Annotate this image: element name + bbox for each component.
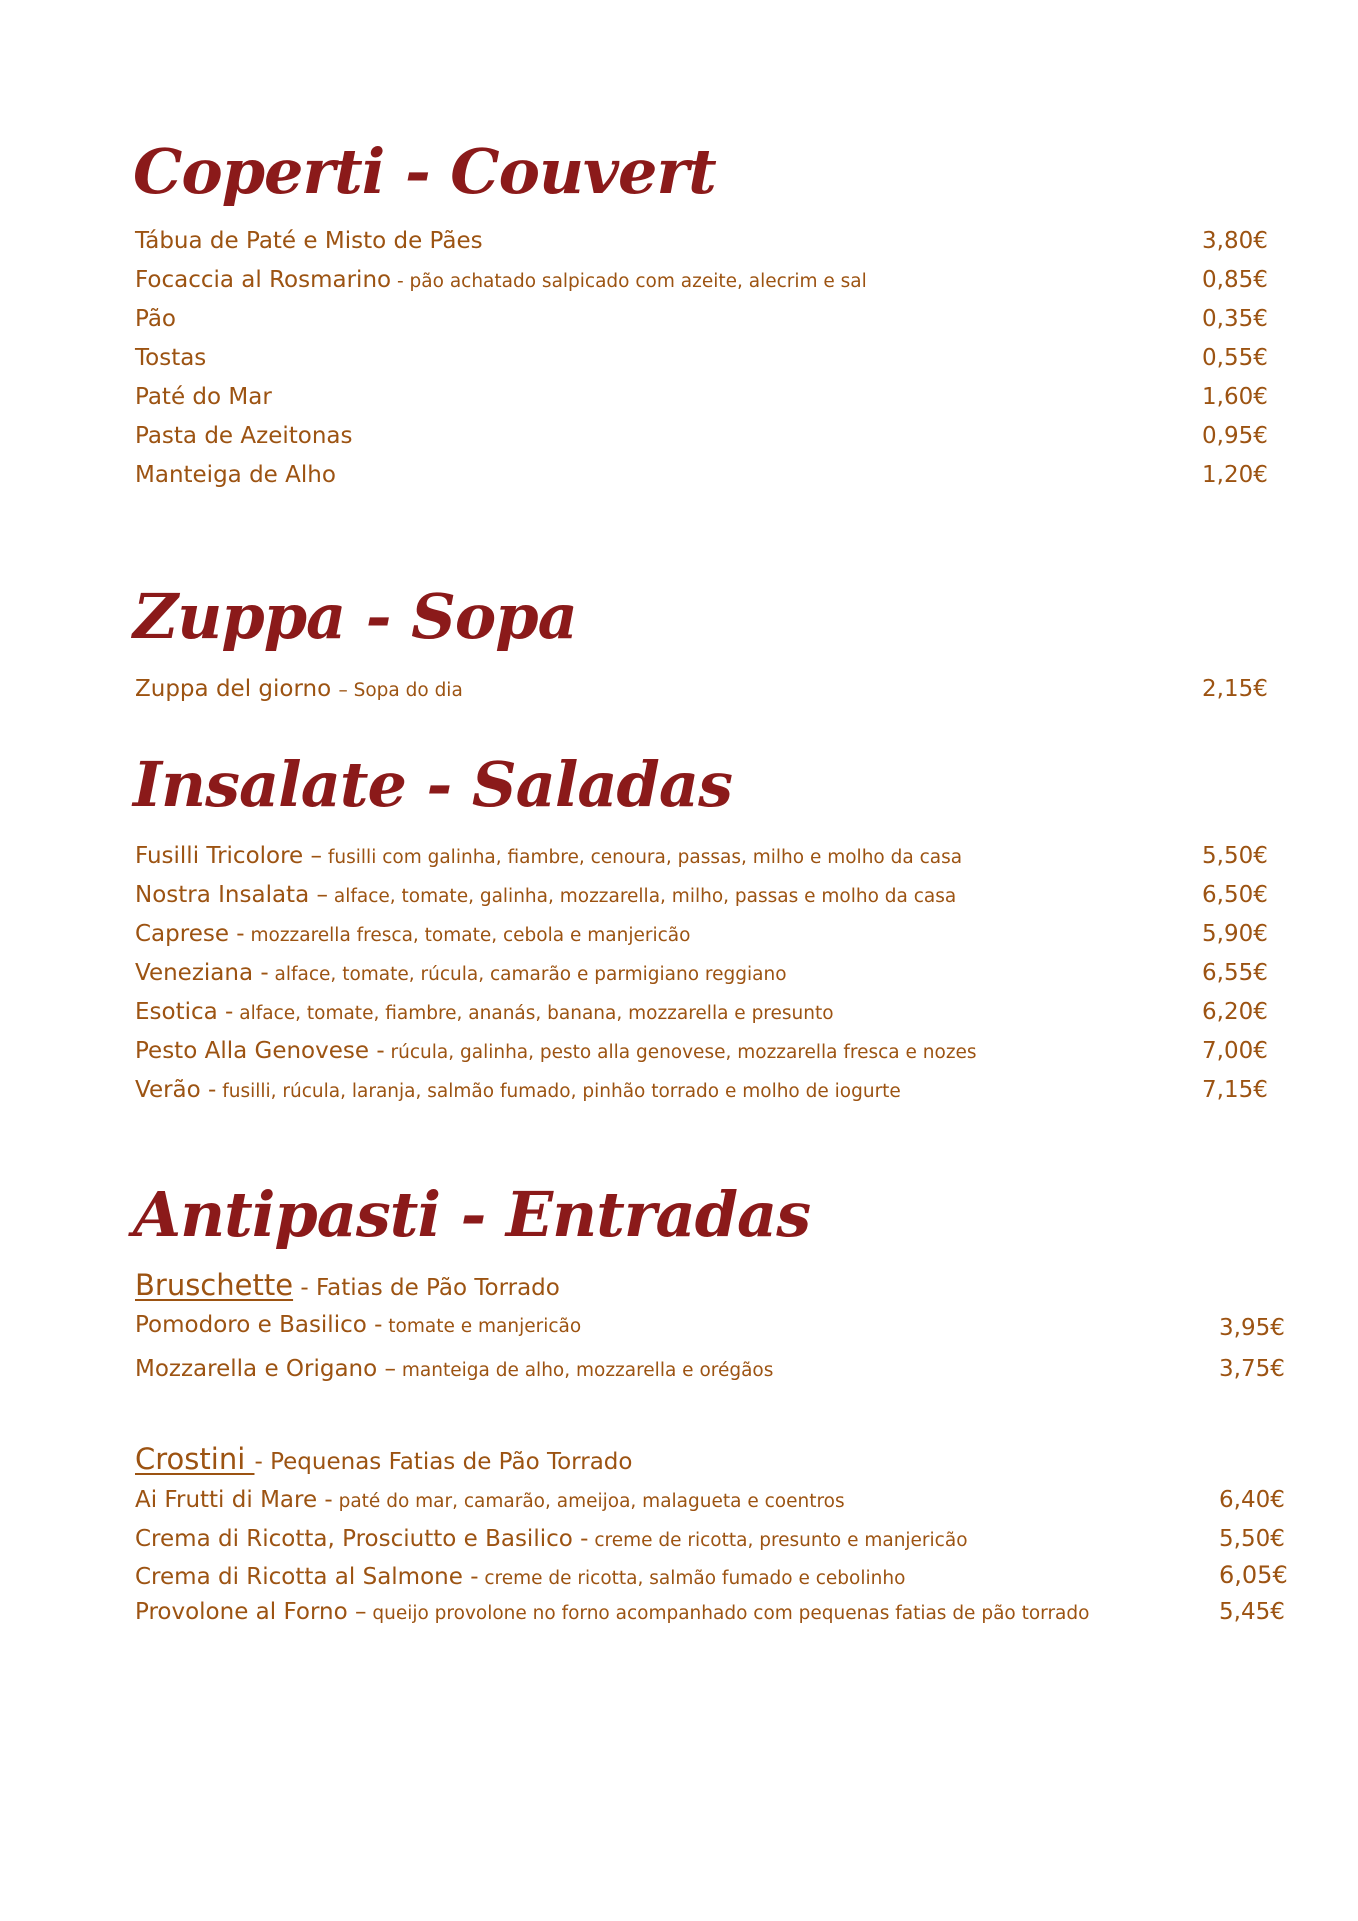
item-price: 0,95€ — [1202, 423, 1268, 449]
menu-item — [135, 921, 1358, 955]
item-name: Focaccia al Rosmarino — [135, 267, 392, 293]
item-description: alface, tomate, galinha, mozzarella, milho, passas e molho da casa — [327, 886, 957, 907]
item-name: Zuppa del giorno — [135, 676, 339, 702]
item-name: Manteiga de Alho — [135, 462, 336, 488]
item-name: Pão — [135, 306, 177, 332]
item-price: 6,20€ — [1202, 999, 1268, 1025]
item-price: 7,00€ — [1202, 1038, 1268, 1064]
item-price: 1,60€ — [1202, 384, 1268, 410]
item-price: 5,90€ — [1202, 921, 1268, 947]
item-description: creme de ricotta, presunto e manjericão — [588, 1530, 968, 1551]
item-price: 6,55€ — [1202, 960, 1268, 986]
item-name: Fusilli Tricolore – — [135, 843, 323, 869]
item-name: Esotica - — [135, 999, 234, 1025]
menu-item — [135, 462, 1358, 496]
subsection-description: - Fatias de Pão Torrado — [293, 1275, 560, 1301]
item-price: 6,40€ — [1219, 1487, 1285, 1513]
menu-item — [135, 1356, 1358, 1390]
item-name: Paté do Mar — [135, 384, 272, 410]
item-price: 6,05€ — [1219, 1561, 1288, 1589]
item-description: mozzarella fresca, tomate, cebola e manjericão — [244, 925, 691, 946]
item-name: Crema di Ricotta al Salmone - — [135, 1564, 479, 1590]
item-price: 1,20€ — [1202, 462, 1268, 488]
item-name: Caprese - — [135, 921, 245, 947]
item-name: Veneziana - — [135, 960, 269, 986]
item-price: 5,50€ — [1202, 843, 1268, 869]
menu-item — [135, 1599, 1358, 1633]
item-description: tomate e manjericão — [382, 1316, 582, 1337]
menu-item — [135, 1312, 1358, 1346]
item-price: 3,80€ — [1202, 228, 1268, 254]
menu-item — [135, 1077, 1358, 1111]
menu-item — [135, 423, 1358, 457]
menu-item — [135, 228, 1358, 262]
section-title-zuppa: Zuppa - Sopa — [133, 580, 577, 653]
item-name: Verão - — [135, 1077, 217, 1103]
section-title-insalate: Insalate - Saladas — [133, 748, 732, 821]
menu-item — [135, 999, 1358, 1033]
item-description: creme de ricotta, salmão fumado e cebolinho — [478, 1568, 906, 1589]
item-name: Tábua de Paté e Misto de Pães — [135, 228, 483, 254]
item-name: Ai Frutti di Mare - — [135, 1487, 333, 1513]
item-price: 0,85€ — [1202, 267, 1268, 293]
menu-item — [135, 267, 1358, 301]
item-name: Provolone al Forno – — [135, 1599, 367, 1625]
item-name: Tostas — [135, 345, 207, 371]
menu-item — [135, 345, 1358, 379]
menu-item — [135, 384, 1358, 418]
subsection-name: Crostini — [135, 1442, 255, 1476]
menu-item — [135, 306, 1358, 340]
subsection-bruschette — [135, 1268, 560, 1302]
item-price: 2,15€ — [1202, 676, 1268, 702]
subsection-description: - Pequenas Fatias de Pão Torrado — [254, 1449, 633, 1475]
item-description: - pão achatado salpicado com azeite, alecrim e sal — [391, 271, 867, 292]
item-price: 0,35€ — [1202, 306, 1268, 332]
item-description: paté do mar, camarão, ameijoa, malagueta e coentros — [332, 1491, 845, 1512]
item-name: Pesto Alla Genovese - — [135, 1038, 385, 1064]
item-price: 6,50€ — [1202, 882, 1268, 908]
menu-item — [135, 960, 1358, 994]
item-description: fusilli, rúcula, laranja, salmão fumado, pinhão torrado e molho de iogurte — [216, 1081, 901, 1102]
item-name: Pomodoro e Basilico - — [135, 1312, 383, 1338]
menu-item — [135, 882, 1358, 916]
menu-item — [135, 843, 1358, 877]
item-name: Crema di Ricotta, Prosciutto e Basilico - — [135, 1526, 589, 1552]
menu-item — [135, 1038, 1358, 1072]
item-description: alface, tomate, rúcula, camarão e parmigiano reggiano — [268, 964, 787, 985]
item-name: Nostra Insalata – — [135, 882, 328, 908]
item-price: 5,45€ — [1219, 1599, 1285, 1625]
section-title-coperti: Coperti - Couvert — [133, 135, 716, 208]
item-description: manteiga de alho, mozzarella e orégãos — [396, 1360, 774, 1381]
item-price: 5,50€ — [1219, 1526, 1285, 1552]
item-price: 0,55€ — [1202, 345, 1268, 371]
item-description: – Sopa do dia — [338, 680, 463, 701]
menu-item — [135, 1487, 1358, 1521]
subsection-name: Bruschette — [135, 1268, 294, 1302]
item-description: rúcula, galinha, pesto alla genovese, mozzarella fresca e nozes — [384, 1042, 977, 1063]
item-description: queijo provolone no forno acompanhado com pequenas fatias de pão torrado — [366, 1603, 1090, 1624]
menu-item — [135, 1561, 1358, 1598]
subsection-crostini — [135, 1442, 632, 1476]
item-price: 3,75€ — [1219, 1356, 1285, 1382]
item-description: fusilli com galinha, fiambre, cenoura, passas, milho e molho da casa — [322, 847, 963, 868]
item-description: alface, tomate, fiambre, ananás, banana, mozzarella e presunto — [233, 1003, 834, 1024]
item-price: 3,95€ — [1219, 1315, 1285, 1341]
menu-item — [135, 676, 1358, 710]
item-name: Pasta de Azeitonas — [135, 423, 353, 449]
menu-item — [135, 1526, 1358, 1560]
section-title-antipasti: Antipasti - Entradas — [133, 1178, 811, 1251]
item-price: 7,15€ — [1202, 1077, 1268, 1103]
item-name: Mozzarella e Origano – — [135, 1356, 397, 1382]
